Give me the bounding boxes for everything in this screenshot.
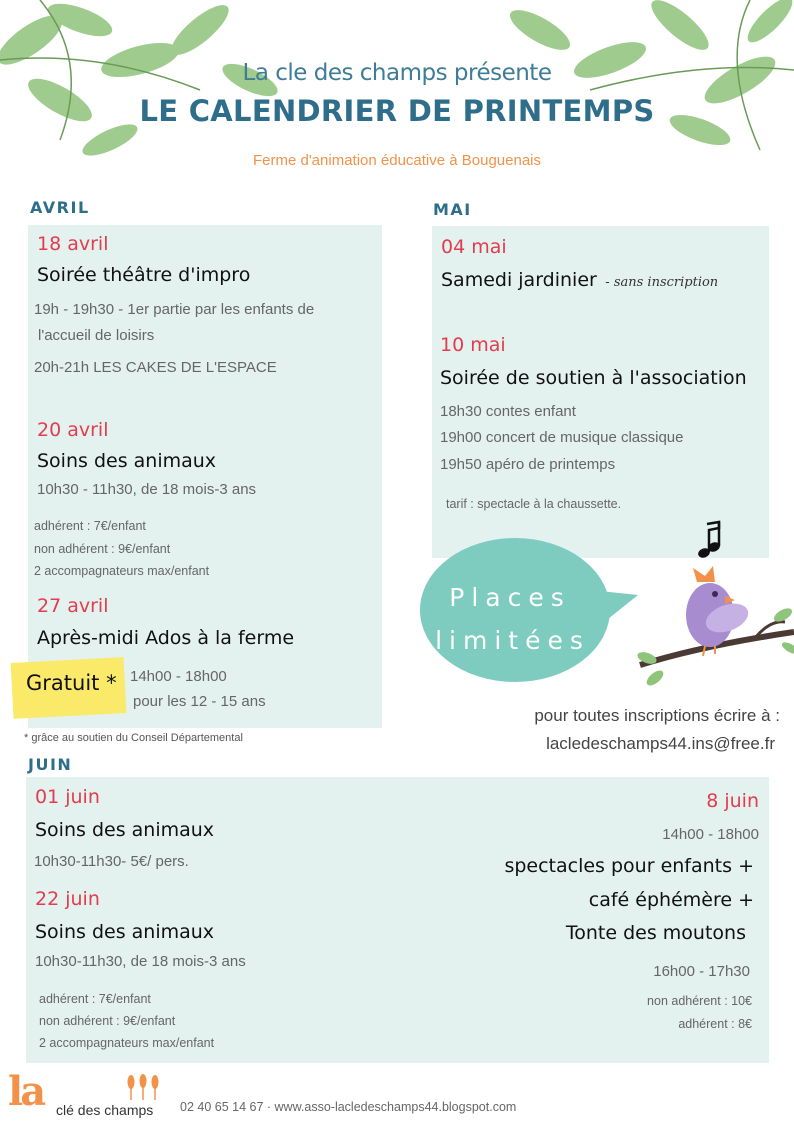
event-tarif: adhérent : 7€/enfant xyxy=(39,992,151,1006)
event-date: 10 mai xyxy=(440,334,506,356)
event-date: 04 mai xyxy=(441,236,507,258)
event-tarif: non adhérent : 10€ xyxy=(647,994,752,1008)
event-tarif: non adhérent : 9€/enfant xyxy=(34,542,171,556)
event-title: Après-midi Ados à la ferme xyxy=(37,627,295,649)
event-title: Soins des animaux xyxy=(35,819,215,841)
event-detail: 10h30 - 11h30, de 18 mois-3 ans xyxy=(37,481,257,498)
event-tarif: adhérent : 7€/enfant xyxy=(34,519,146,533)
music-note-icon xyxy=(695,520,725,562)
event-note: - sans inscription xyxy=(605,275,719,290)
gratuit-badge-label: Gratuit * xyxy=(26,671,117,695)
event-detail: pour les 12 - 15 ans xyxy=(133,693,266,710)
header-subtitle: La cle des champs présente xyxy=(242,60,552,86)
event-title: Soirée de soutien à l'association xyxy=(440,367,747,389)
event-detail: 14h00 - 18h00 xyxy=(662,826,759,843)
event-detail: l'accueil de loisirs xyxy=(38,327,155,344)
event-tarif: adhérent : 8€ xyxy=(678,1017,752,1031)
bubble-line-limitees: limitées xyxy=(435,626,590,655)
contact-email[interactable]: lacledeschamps44.ins@free.fr xyxy=(546,734,775,753)
event-detail: 16h00 - 17h30 xyxy=(653,963,750,980)
logo-name: clé des champs xyxy=(56,1102,154,1118)
event-date: 01 juin xyxy=(35,786,100,808)
event-title: café éphémère + xyxy=(588,889,754,911)
event-detail: 19h50 apéro de printemps xyxy=(440,456,616,473)
month-label-mai: MAI xyxy=(433,200,472,219)
event-detail: 19h - 19h30 - 1er partie par les enfants de xyxy=(34,301,315,318)
event-tarif: 2 accompagnateurs max/enfant xyxy=(39,1036,215,1050)
event-title: Soirée théâtre d'impro xyxy=(37,264,251,286)
event-tarif: tarif : spectacle à la chaussette. xyxy=(446,497,622,511)
event-tarif: 2 accompagnateurs max/enfant xyxy=(34,564,210,578)
bird-on-branch-illustration xyxy=(635,560,794,695)
event-detail: 10h30-11h30- 5€/ pers. xyxy=(34,853,189,870)
event-title: Soins des animaux xyxy=(35,921,215,943)
contact-text: pour toutes inscriptions écrire à : xyxy=(534,706,780,725)
event-title: Soins des animaux xyxy=(37,450,217,472)
event-date: 22 juin xyxy=(35,888,100,910)
wheat-icon xyxy=(124,1074,162,1100)
event-date: 27 avril xyxy=(37,595,109,617)
event-detail: 10h30-11h30, de 18 mois-3 ans xyxy=(35,953,246,970)
month-label-juin: JUIN xyxy=(28,755,73,774)
page-title: LE CALENDRIER DE PRINTEMPS xyxy=(139,94,655,128)
event-tarif: non adhérent : 9€/enfant xyxy=(39,1014,176,1028)
event-title-row xyxy=(441,269,718,291)
event-detail: 19h00 concert de musique classique xyxy=(440,429,684,446)
event-date: 18 avril xyxy=(37,233,109,255)
bubble-line-places: Places xyxy=(449,583,571,612)
event-date: 20 avril xyxy=(37,419,109,441)
event-detail: 14h00 - 18h00 xyxy=(130,668,227,685)
event-date: 8 juin xyxy=(706,790,759,812)
event-title: Tonte des moutons xyxy=(565,922,746,944)
month-label-avril: AVRIL xyxy=(30,198,90,217)
logo-mark: la xyxy=(8,1068,44,1115)
event-detail: 18h30 contes enfant xyxy=(440,403,576,420)
header-tagline: Ferme d'animation éducative à Bouguenais xyxy=(252,152,542,169)
event-title: spectacles pour enfants + xyxy=(504,855,754,877)
footnote: * grâce au soutien du Conseil Départemental xyxy=(24,732,243,744)
event-title: Samedi jardinier xyxy=(441,269,597,291)
footer-contact: 02 40 65 14 67 · www.asso-lacledeschamps44.blogspot.com xyxy=(180,1100,517,1114)
event-detail: 20h-21h LES CAKES DE L'ESPACE xyxy=(34,359,277,376)
